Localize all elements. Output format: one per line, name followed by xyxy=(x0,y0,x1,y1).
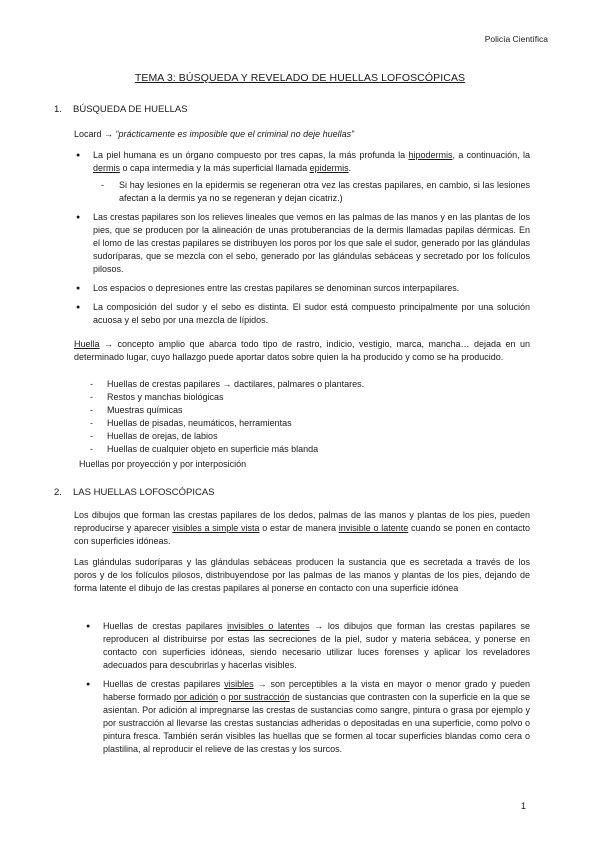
sub-list xyxy=(93,179,530,205)
locard-label: Locard → xyxy=(74,129,116,139)
text: Los dibujos que forman las crestas papilares de los dedos, palmas de las manos y plantas de los pies, pueden reproducirse y aparecer xyxy=(74,510,530,533)
document-title: TEMA 3: BÚSQUEDA Y REVELADO DE HUELLAS LOFOSCÓPICAS xyxy=(134,72,466,84)
list-item xyxy=(84,620,530,672)
section-title: LAS HUELLAS LOFOSCÓPICAS xyxy=(73,487,215,498)
term-adicion: por adición xyxy=(173,692,219,702)
list-item: ● Los espacios o depresiones entre las crestas papilares se denominan surcos interpapilares. xyxy=(74,282,530,295)
list-item: - Muestras químicas xyxy=(90,404,364,417)
paragraph: Las glándulas sudoríparas y las glándulas sebáceas producen la sustancia que es secretada a través de los poros y de los folículos pilosos, distribuyendose por las palmas de las manos y plantas de los pies, dejando de forma latente el dibujo de las crestas papilares al ponerse en contacto con una superficie idónea xyxy=(74,557,530,593)
term-sustraccion: por sustracción xyxy=(228,692,290,702)
list-item: ● Las crestas papilares son los relieves lineales que vemos en las palmas de las manos y en las plantas de los pies, que se producen por la alineación de unas protuberancias de la dermis llamadas papilas dérmicas. En el lomo de las crestas papilares se distribuyen los poros por los que sale el sudor, generado por las glándulas sudoríparas, que se mezcla con el sebo, generado por las glándulas sebáceas y secretado por los folículos pilosos. xyxy=(74,211,530,276)
term-invisible: invisible o latente xyxy=(338,523,409,533)
section-number: 1. xyxy=(54,104,62,115)
text: o capa intermedia y la más superficial llamada xyxy=(120,163,310,173)
text: Huellas de crestas papilares xyxy=(103,621,228,631)
list-item: - Huellas de orejas, de labios xyxy=(90,430,364,443)
sub-item: - Si hay lesiones en la epidermis se regeneran otra vez las crestas papilares, en cambio, si las lesiones afectan a la dermis ya no se regeneran y dejan cicatriz.) xyxy=(93,179,530,205)
text: Huellas de crestas papilares xyxy=(103,679,225,689)
list-item: ● La composición del sudor y el sebo es distinta. El sudor está compuesto principalmente por una solución acuosa y el sebo por una mezcla de lípidos. xyxy=(74,301,530,327)
document-header: Policía Científica xyxy=(484,34,548,44)
skin-bullet-list xyxy=(74,149,530,333)
term-latentes: invisibles o latentes xyxy=(227,621,310,631)
list-item xyxy=(74,149,530,205)
term-epidermis: epidermis xyxy=(309,163,349,173)
term-dermis: dermis xyxy=(93,163,121,173)
list-item: - Restos y manchas biológicas xyxy=(90,391,364,404)
term-visible: visibles a simple vista xyxy=(172,523,260,533)
section-2-heading xyxy=(54,486,215,499)
text: cuando se ponen en contacto con superficies idóneas. xyxy=(74,523,530,546)
page-number: 1 xyxy=(520,801,526,811)
section-number: 2. xyxy=(54,487,62,498)
text: , a continuación, la xyxy=(452,150,530,160)
list-item: - Huellas de pisadas, neumáticos, herramientas xyxy=(90,417,364,430)
list-item xyxy=(84,678,530,756)
projection-line: Huellas por proyección y por interposición xyxy=(79,459,247,469)
list-item: - Huellas de crestas papilares → dactilares, palmares o plantares. xyxy=(90,378,364,391)
term-visibles: visibles xyxy=(224,679,254,689)
term-hipodermis: hipodermis xyxy=(408,150,453,160)
text: . xyxy=(348,163,352,173)
text: → los dibujos que forman las crestas papilares se reproducen al distribuirse por estas las secreciones de la piel, sudor y materia sebácea, y ponerse en contacto con superficies idóneas, siendo necesario utilizar luces forenses y aplicar los reveladores adecuados para descubrirlas y hacerlas visibles. xyxy=(103,621,530,670)
text: o estar de manera xyxy=(259,523,339,533)
text: La piel humana es un órgano compuesto por tres capas, la más profunda la xyxy=(93,150,409,160)
locard-text: “prácticamente es imposible que el criminal no deje huellas” xyxy=(115,129,355,139)
text: → son perceptibles a la vista en mayor o menor grado y pueden haberse formado xyxy=(103,679,530,702)
list-item: - Huellas de cualquier objeto en superficie más blanda xyxy=(90,443,364,456)
text: de sustancias que contrasten con la superficie en la que se asientan. Por adición al impregnarse las crestas de sustancias como sangre, pintura o grasa por ejemplo y por sustracción al llevarse las crestas sustancias adheridas o depositadas en una superficie, como polvo o pintura fresca. También serán visibles las huellas que se formen al tocar superficies blandas como cera o plastilina, al reproducir el relieve de las crestas y los surcos. xyxy=(103,692,531,754)
huella-types-list xyxy=(90,378,364,456)
definition-text: → concepto amplio que abarca todo tipo de rastro, indicio, vestigio, marca, mancha… dejada en un determinado lugar, cuyo hallazgo puede aportar datos sobre quien la ha producido y como se ha producido. xyxy=(74,339,530,362)
text: o xyxy=(218,692,229,702)
locard-quote xyxy=(74,128,530,141)
lofoscopic-bullet-list xyxy=(84,620,530,762)
term-huella: Huella xyxy=(74,339,100,349)
section-1-heading xyxy=(54,103,188,116)
paragraph xyxy=(74,509,530,548)
section-title: BÚSQUEDA DE HUELLAS xyxy=(73,104,188,115)
huella-definition xyxy=(74,338,530,364)
